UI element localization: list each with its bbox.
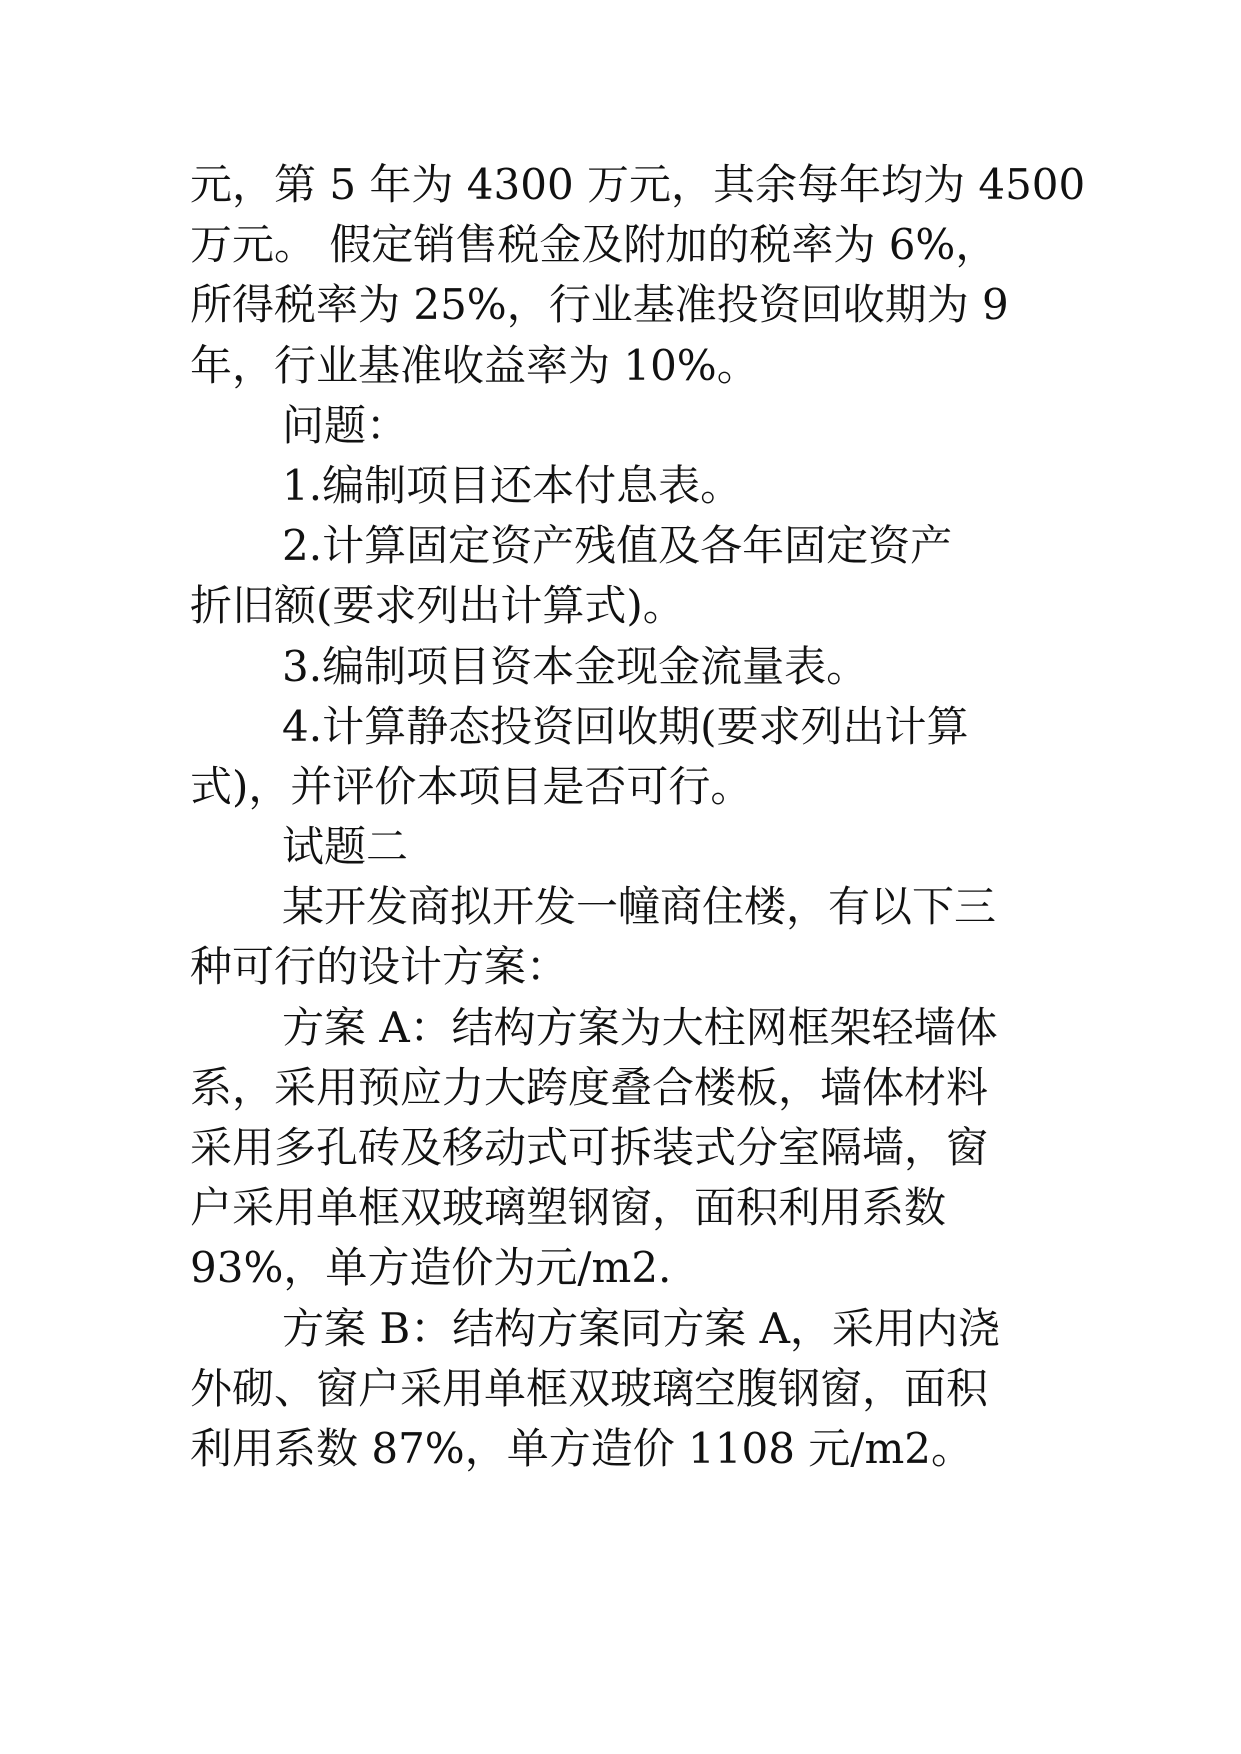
- text-line: 所得税率为 25%，行业基准投资回收期为 9: [190, 280, 1009, 330]
- paragraph-questions-heading: [190, 396, 1060, 456]
- text-line: 折旧额(要求列出计算式)。: [190, 581, 685, 631]
- text-line: 3.编制项目资本金现金流量表。: [282, 641, 869, 691]
- text-line: 某开发商拟开发一幢商住楼，有以下三: [282, 882, 997, 932]
- paragraph-question-1: [190, 456, 1060, 516]
- paragraph-developer-intro: [190, 877, 1060, 997]
- paragraph-project-revenue: [190, 155, 1086, 396]
- text-line: 4.计算静态投资回收期(要求列出计算: [282, 701, 969, 751]
- text-line: 外砌、窗户采用单框双玻璃空腹钢窗，面积: [190, 1363, 989, 1413]
- text-line: 方案 A：结构方案为大柱网框架轻墙体: [282, 1002, 998, 1052]
- text-line: 年，行业基准收益率为 10%。: [190, 340, 759, 390]
- text-line: 式)，并评价本项目是否可行。: [190, 761, 753, 811]
- paragraph-plan-a: [190, 998, 1060, 1299]
- paragraph-question-3: [190, 637, 1060, 697]
- text-line: 问题：: [282, 400, 409, 450]
- text-line: 利用系数 87%，单方造价 1108 元/m2。: [190, 1423, 973, 1473]
- text-line: 93%，单方造价为元/m2.: [190, 1243, 672, 1293]
- document-body: [190, 155, 1086, 1479]
- text-line: 采用多孔砖及移动式可拆装式分室隔墙，窗: [190, 1123, 989, 1172]
- text-line: 试题二: [282, 822, 409, 872]
- paragraph-question-2: [190, 516, 1060, 636]
- text-line: 方案 B：结构方案同方案 A，采用内浇: [282, 1303, 1000, 1353]
- text-line: 2.计算固定资产残值及各年固定资产: [282, 521, 953, 571]
- section-heading-exam-question-2: [190, 817, 1060, 877]
- text-line: 1.编制项目还本付息表。: [282, 460, 743, 510]
- text-line: 户采用单框双玻璃塑钢窗，面积利用系数: [190, 1183, 947, 1233]
- text-line: 元，第 5 年为 4300 万元，其余每年均为 4500: [190, 160, 1086, 209]
- text-line: 系，采用预应力大跨度叠合楼板，墙体材料: [190, 1062, 989, 1112]
- paragraph-plan-b: [190, 1299, 1060, 1480]
- paragraph-question-4: [190, 697, 1060, 817]
- text-line: 种可行的设计方案：: [190, 942, 569, 992]
- text-line: 万元。 假定销售税金及附加的税率为 6%，: [190, 220, 998, 270]
